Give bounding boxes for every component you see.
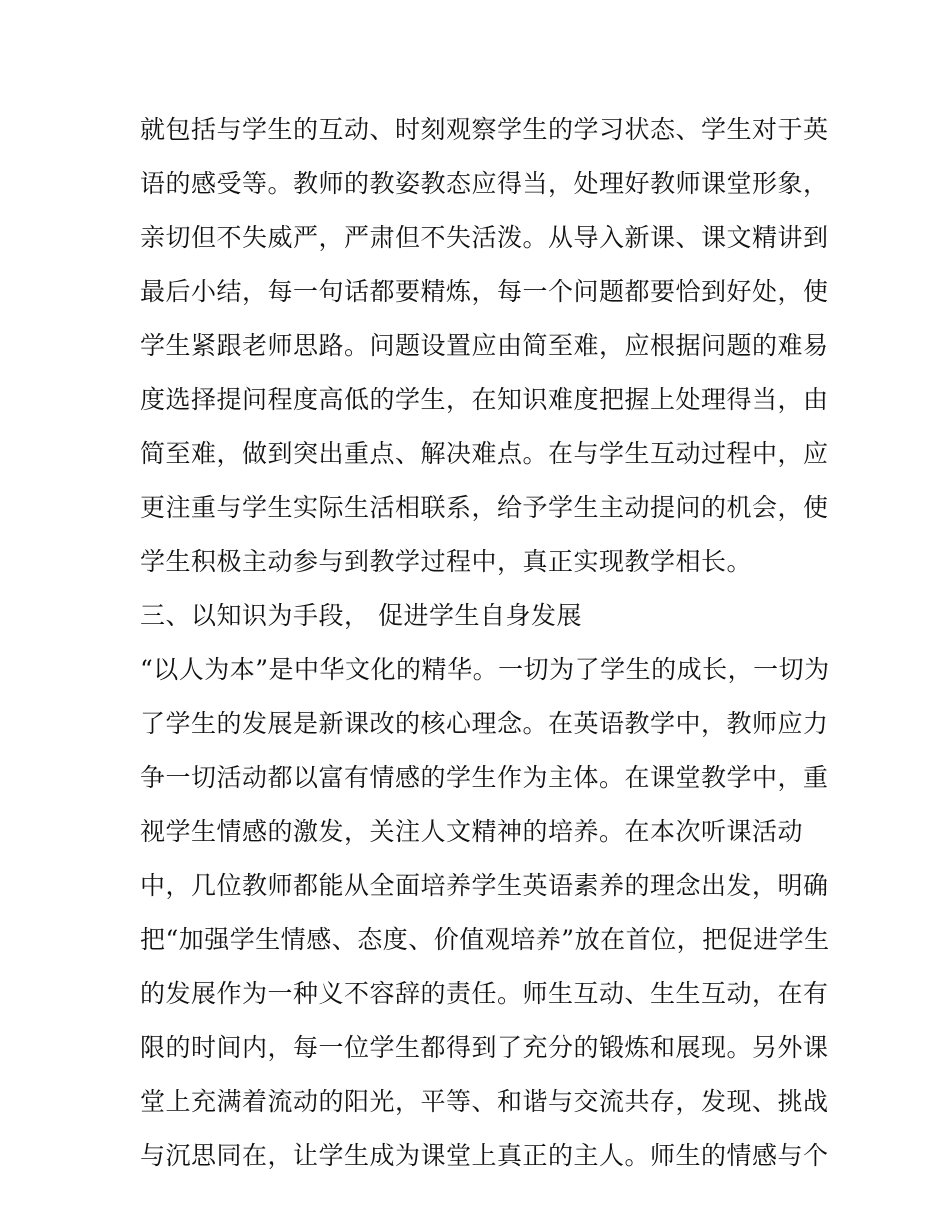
- paragraph-line: 语的感受等。教师的教姿教态应得当，处理好教师课堂形象，: [140, 169, 829, 198]
- section-heading: 三、以知识为手段， 促进学生自身发展: [140, 601, 582, 630]
- paragraph-line: 中，几位教师都能从全面培养学生英语素养的理念出发，明确: [140, 871, 829, 900]
- paragraph-line: 学生紧跟老师思路。问题设置应由简至难，应根据问题的难易: [140, 331, 829, 360]
- paragraph-line: 视学生情感的激发，关注人文精神的培养。在本次听课活动: [140, 817, 804, 846]
- paragraph-line: 与沉思同在，让学生成为课堂上真正的主人。师生的情感与个: [140, 1141, 829, 1170]
- paragraph-line: 度选择提问程度高低的学生，在知识难度把握上处理得当，由: [140, 385, 829, 414]
- paragraph-line: 限的时间内，每一位学生都得到了充分的锻炼和展现。另外课: [140, 1033, 829, 1062]
- paragraph-line: 最后小结，每一句话都要精炼，每一个问题都要恰到好处，使: [140, 277, 829, 306]
- paragraph-line: 把“加强学生情感、态度、价值观培养”放在首位，把促进学生: [140, 925, 830, 954]
- paragraph-line: 就包括与学生的互动、时刻观察学生的学习状态、学生对于英: [140, 115, 829, 144]
- paragraph-line: “以人为本”是中华文化的精华。一切为了学生的成长，一切为: [140, 655, 830, 684]
- paragraph-line: 了学生的发展是新课改的核心理念。在英语教学中，教师应力: [140, 709, 829, 738]
- paragraph-line: 亲切但不失威严，严肃但不失活泼。从导入新课、课文精讲到: [140, 223, 829, 252]
- paragraph-line: 堂上充满着流动的阳光，平等、和谐与交流共存，发现、挑战: [140, 1087, 829, 1116]
- paragraph-line: 简至难，做到突出重点、解决难点。在与学生互动过程中，应: [140, 439, 829, 468]
- paragraph-line: 更注重与学生实际生活相联系，给予学生主动提问的机会，使: [140, 493, 829, 522]
- paragraph-line: 的发展作为一种义不容辞的责任。师生互动、生生互动，在有: [140, 979, 829, 1008]
- paragraph-line: 学生积极主动参与到教学过程中，真正实现教学相长。: [140, 547, 753, 576]
- paragraph-line: 争一切活动都以富有情感的学生作为主体。在课堂教学中，重: [140, 763, 829, 792]
